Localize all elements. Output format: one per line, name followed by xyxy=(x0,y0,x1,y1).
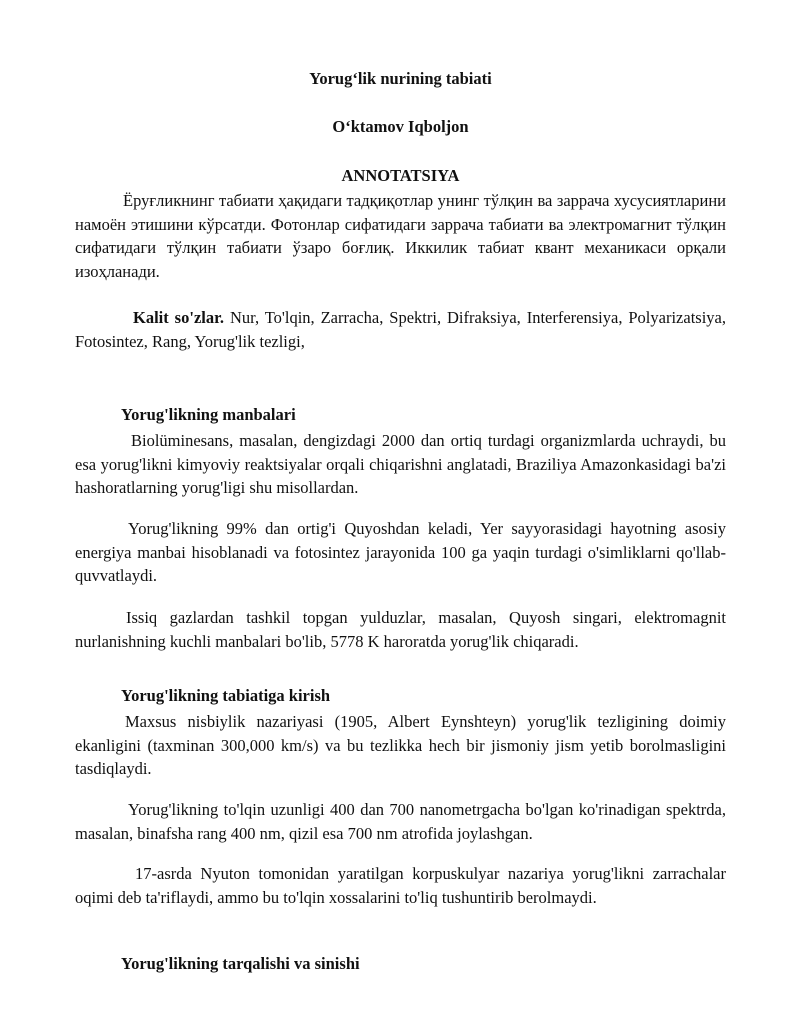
keywords-list: Nur, To'lqin, Zarracha, Spektri, Difraksiya, Interferensiya, Polyarizatsiya, Fotosintez, Rang, Yorug'lik tezligi, xyxy=(75,308,726,351)
document-title: Yorug‘lik nurining tabiati xyxy=(309,69,492,88)
annotation-heading: ANNOTATSIYA xyxy=(341,166,460,185)
section-heading-propagation: Yorug'likning tarqalishi va sinishi xyxy=(121,954,360,973)
paragraph-relativity: Maxsus nisbiylik nazariyasi (1905, Albert Eynshteyn) yorug'lik tezligining doimiy ekanligini (taxminan 300,000 km/s) va bu tezlikka hech bir jismoniy jism yetib borolmasligini tasdiqlaydi. xyxy=(75,712,726,778)
paragraph-sun-light: Yorug'likning 99% dan ortig'i Quyoshdan keladi, Yer sayyorasidagi hayotning asosiy energiya manbai hisoblanadi va fotosintez jarayonida 100 ga yaqin turdagi o'simliklarni qo'llab-quvvatlaydi. xyxy=(75,519,726,585)
keywords-paragraph xyxy=(75,306,726,353)
annotation-text: Ёруғликнинг табиати ҳақидаги тадқиқотлар унинг тўлқин ва заррача хусусиятларини намоён этишини кўрсатди. Фотонлар сифатидаги заррача табиати ва электромагнит тўлқин сифатидаги тўлқин табиати ўзаро боғлиқ. Иккилик табиат квант механикаси орқали изоҳланади. xyxy=(75,191,726,281)
paragraph-bioluminescence: Biolüminesans, masalan, dengizdagi 2000 dan ortiq turdagi organizmlarda uchraydi, bu esa yorug'likni kimyoviy reaktsiyalar orqali chiqarishni anglatadi, Braziliya Amazonkasidagi ba'zi hashoratlarning yorug'ligi shu misollardan. xyxy=(75,431,726,497)
section-heading-nature-intro: Yorug'likning tabiatiga kirish xyxy=(121,686,331,705)
author-name: O‘ktamov Iqboljon xyxy=(332,117,469,136)
keywords-label: Kalit so'zlar. xyxy=(133,308,225,327)
paragraph-wavelength: Yorug'likning to'lqin uzunligi 400 dan 700 nanometrgacha bo'lgan ko'rinadigan spektrda, masalan, binafsha rang 400 nm, qizil esa 700 nm atrofida joylashgan. xyxy=(75,800,726,843)
section-heading-sources: Yorug'likning manbalari xyxy=(121,405,296,424)
paragraph-stars: Issiq gazlardan tashkil topgan yulduzlar, masalan, Quyosh singari, elektromagnit nurlanishning kuchli manbalari bo'lib, 5778 K haroratda yorug'lik chiqaradi. xyxy=(75,608,726,651)
paragraph-newton: 17-asrda Nyuton tomonidan yaratilgan korpuskulyar nazariya yorug'likni zarrachalar oqimi deb ta'riflaydi, ammo bu to'lqin xossalarini to'liq tushuntirib berolmaydi. xyxy=(75,864,726,907)
